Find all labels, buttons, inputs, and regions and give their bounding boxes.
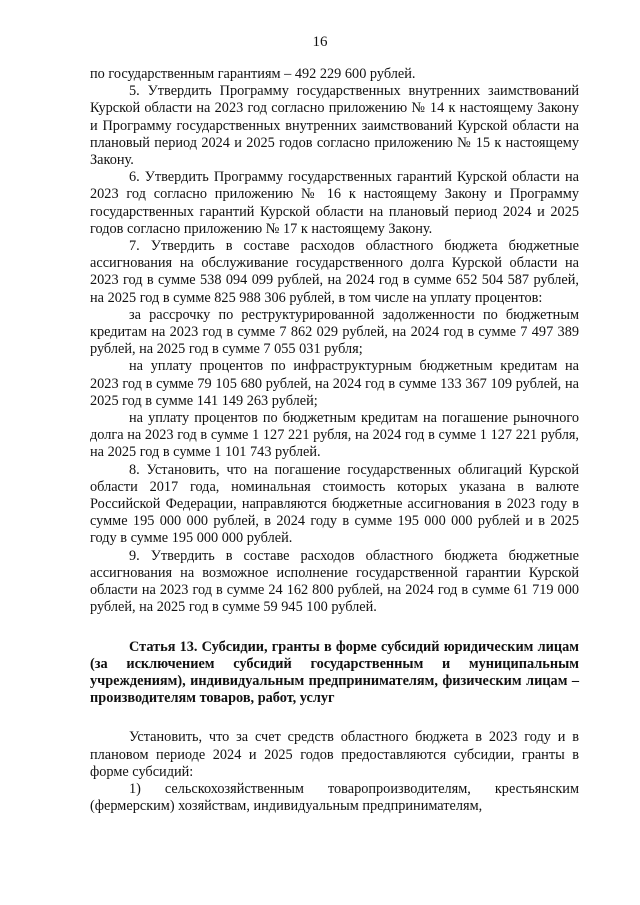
page-number: 16 [312, 34, 328, 50]
article-paragraph-item-1: 1) сельскохозяйственным товаропроизводителям, крестьянским (фермерским) хозяйствам, индивидуальным предпринимателям, [90, 780, 579, 815]
paragraph-item-7: 7. Утвердить в составе расходов областного бюджета бюджетные ассигнования на обслуживание государственного долга Курской области на 2023 год в сумме 538 094 099 рублей, на 2024 год в сумме 652 504 587 рублей, на 2025 год в сумме 825 988 306 рублей, в том числе на уплату процентов: [90, 238, 579, 306]
paragraph-item-6: 6. Утвердить Программу государственных гарантий Курской области на 2023 год согласно приложению № 16 к настоящему Закону и Программу государственных гарантий Курской области на плановый период 2024 и 2025 годов согласно приложению № 17 к настоящему Закону. [90, 169, 579, 237]
document-body [90, 66, 579, 815]
paragraph-item-9: 9. Утвердить в составе расходов областного бюджета бюджетные ассигнования на возможное исполнение государственной гарантии Курской области на 2023 год в сумме 24 162 800 рублей, на 2024 год в сумме 61 719 000 рублей, на 2025 год в сумме 59 945 100 рублей. [90, 547, 579, 616]
paragraph-subitem-restructured: за рассрочку по реструктурированной задолженности по бюджетным кредитам на 2023 год в сумме 7 862 029 рублей, на 2024 год в сумме 7 497 389 рублей, на 2025 год в сумме 7 055 031 рубля; [90, 306, 579, 358]
paragraph-item-8: 8. Установить, что на погашение государственных облигаций Курской области 2017 года, номинальная стоимость которых указана в валюте Российской Федерации, направляются бюджетные ассигнования в 2023 году в сумме 195 000 000 рублей, в 2024 году в сумме 195 000 000 рублей и в 2025 году в сумме 195 000 000 рублей. [90, 461, 579, 547]
paragraph-continuation: по государственным гарантиям – 492 229 600 рублей. [90, 66, 416, 82]
article-paragraph-intro: Установить, что за счет средств областного бюджета в 2023 году и в плановом периоде 2024 и 2025 годов предоставляются субсидии, гранты в форме субсидий: [90, 729, 579, 780]
paragraph-subitem-infrastructure: на уплату процентов по инфраструктурным бюджетным кредитам на 2023 год в сумме 79 105 680 рублей, на 2024 год в сумме 133 367 109 рублей, на 2025 год в сумме 141 149 263 рублей; [90, 358, 579, 409]
paragraph-item-5: 5. Утвердить Программу государственных внутренних заимствований Курской области на 2023 год согласно приложению № 14 к настоящему Закону и Программу государственных внутренних заимствований Курской области на плановый период 2024 и 2025 годов согласно приложению № 15 к настоящему Закону. [90, 83, 579, 169]
article-heading: Статья 13. Субсидии, гранты в форме субсидий юридическим лицам (за исключением субсидий государственным и муниципальным учреждениям), индивидуальным предпринимателям, физическим лицам – производителям товаров, работ, услуг [90, 638, 579, 707]
paragraph-subitem-market-debt: на уплату процентов по бюджетным кредитам на погашение рыночного долга на 2023 год в сумме 1 127 221 рубля, на 2024 год в сумме 1 127 221 рубля, на 2025 год в сумме 1 101 743 рублей. [90, 410, 579, 461]
